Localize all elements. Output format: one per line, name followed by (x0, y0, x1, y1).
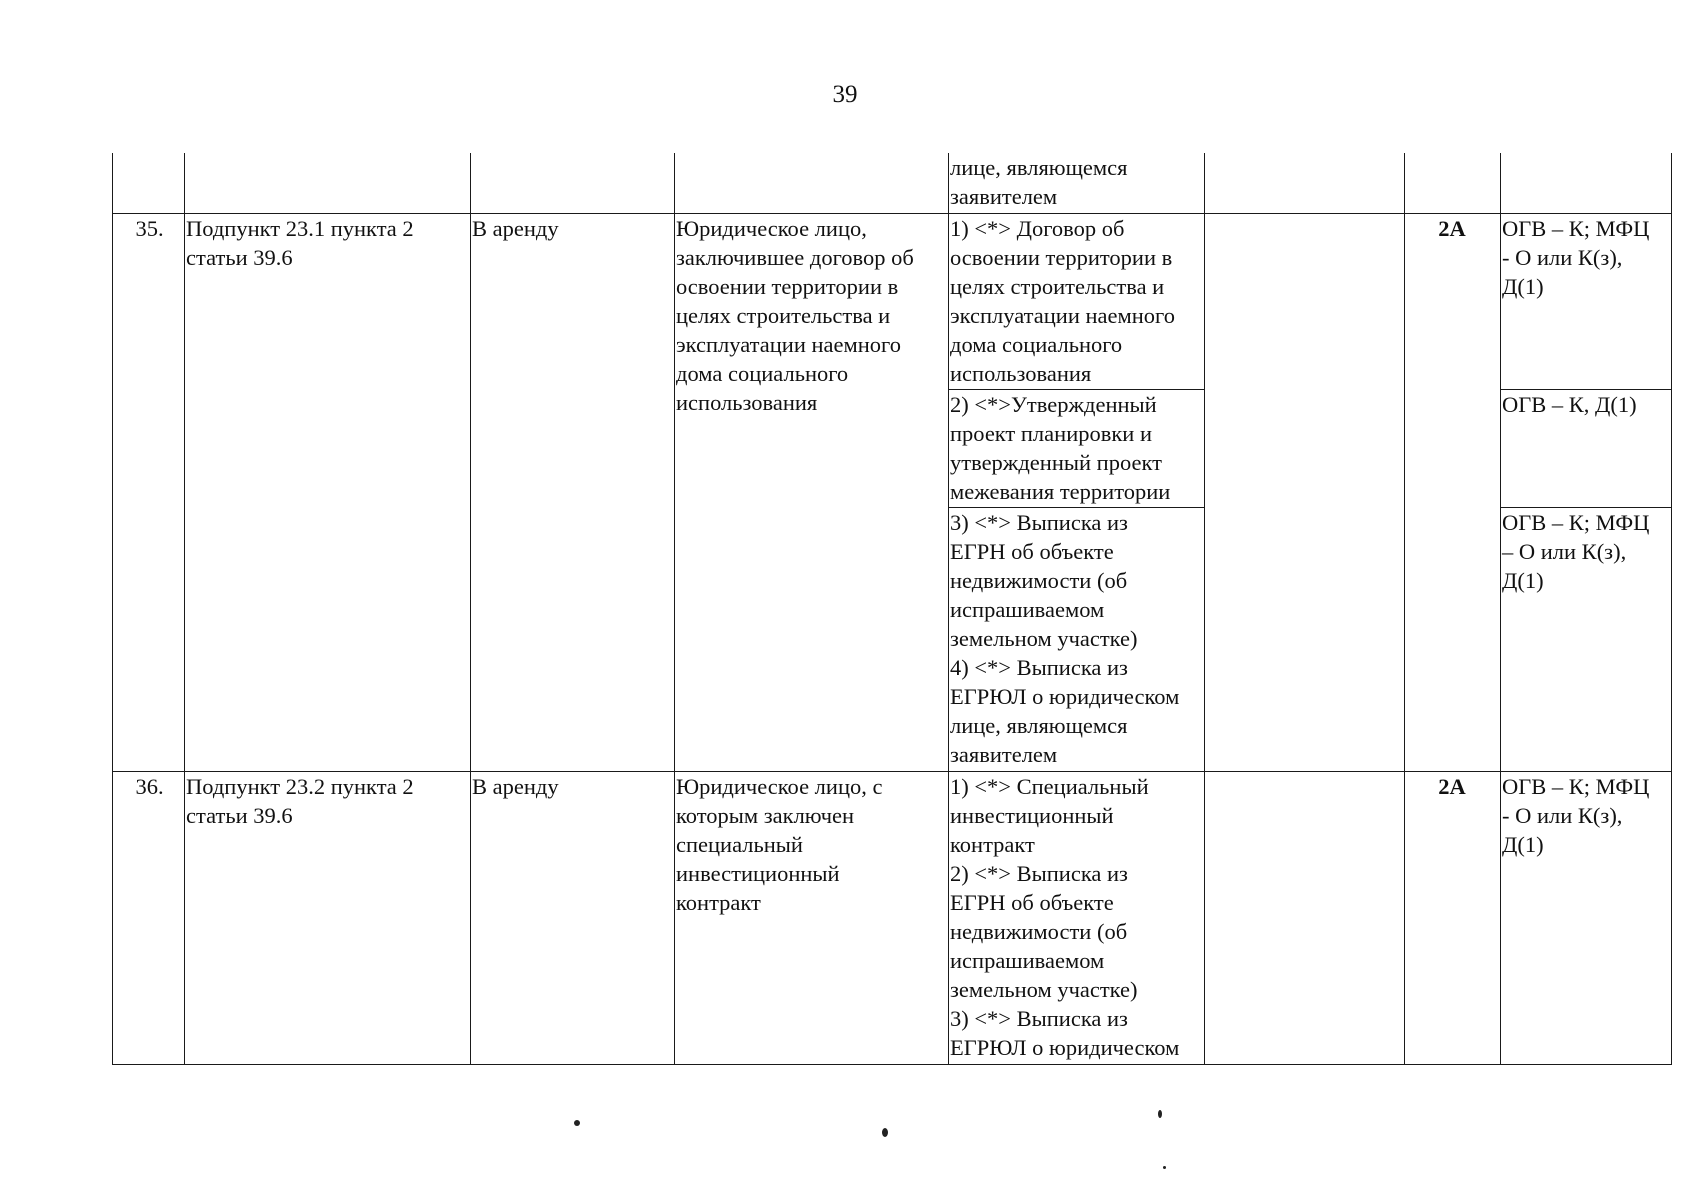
document-line: испрашиваемом (950, 948, 1105, 973)
document-line: освоении территории в (950, 245, 1173, 270)
row-num-cell (113, 153, 185, 214)
code-cell: 2А (1405, 772, 1501, 1065)
document-line: заявителем (950, 184, 1058, 209)
submission-line: – О или К(з), (1502, 539, 1627, 564)
document-line: ЕГРН об объекте (950, 890, 1114, 915)
document-line: эксплуатации наемного (950, 303, 1175, 328)
table-row-35 (113, 214, 1672, 390)
document-line: земельном участке) (950, 977, 1138, 1002)
document-line: недвижимости (об (950, 919, 1128, 944)
basis-cell (185, 214, 471, 772)
basis-line: Подпункт 23.2 пункта 2 (186, 774, 414, 799)
empty-cell (1205, 214, 1405, 772)
applicant-line: инвестиционный (676, 861, 840, 886)
submission-line: ОГВ – К; МФЦ (1502, 216, 1650, 241)
document-line: 2) <*>Утвержденный (950, 392, 1157, 417)
document-cell (949, 153, 1205, 214)
document-line: 4) <*> Выписка из (950, 655, 1128, 680)
submission-line: - О или К(з), (1502, 245, 1623, 270)
basis-line: статьи 39.6 (186, 245, 293, 270)
document-line: 3) <*> Выписка из (950, 1006, 1128, 1031)
submission-line: Д(1) (1502, 274, 1544, 299)
basis-cell (185, 772, 471, 1065)
row-num-cell: 36. (113, 772, 185, 1065)
document-line: испрашиваемом (950, 597, 1105, 622)
document-line: лице, являющемся (950, 713, 1128, 738)
table-row-36 (113, 772, 1672, 1065)
submission-cell (1501, 390, 1672, 508)
document-line: лице, являющемся (950, 155, 1128, 180)
applicant-line: использования (676, 390, 818, 415)
empty-cell (1205, 772, 1405, 1065)
empty-cell (1205, 153, 1405, 214)
document-line: земельном участке) (950, 626, 1138, 651)
document-line: использования (950, 361, 1092, 386)
document-line: межевания территории (950, 479, 1171, 504)
applicant-line: целях строительства и (676, 303, 891, 328)
basis-line: Подпункт 23.1 пункта 2 (186, 216, 414, 241)
code-cell (1405, 153, 1501, 214)
submission-cell (1501, 153, 1672, 214)
code-cell: 2А (1405, 214, 1501, 772)
type-cell: В аренду (471, 214, 675, 772)
document-line: 2) <*> Выписка из (950, 861, 1128, 886)
document-line: инвестиционный (950, 803, 1114, 828)
document-line: проект планировки и (950, 421, 1152, 446)
document-line: ЕГРЮЛ о юридическом (950, 684, 1180, 709)
submission-line: ОГВ – К, Д(1) (1502, 392, 1637, 417)
document-line: 1) <*> Договор об (950, 216, 1125, 241)
submission-line: - О или К(з), (1502, 803, 1623, 828)
document-line: недвижимости (об (950, 568, 1128, 593)
applicant-line: заключившее договор об (676, 245, 914, 270)
applicant-line: эксплуатации наемного (676, 332, 901, 357)
applicant-line: освоении территории в (676, 274, 899, 299)
submission-cell (1501, 214, 1672, 390)
document-line: ЕГРЮЛ о юридическом (950, 1035, 1180, 1060)
applicant-cell (675, 153, 949, 214)
applicant-line: которым заключен (676, 803, 855, 828)
applicant-line: дома социального (676, 361, 849, 386)
applicant-line: контракт (676, 890, 761, 915)
document-cell (949, 214, 1205, 390)
basis-line: статьи 39.6 (186, 803, 293, 828)
document-line: дома социального (950, 332, 1123, 357)
submission-line: Д(1) (1502, 832, 1544, 857)
applicant-line: Юридическое лицо, с (676, 774, 883, 799)
scan-speck (1158, 1110, 1162, 1118)
submission-line: ОГВ – К; МФЦ (1502, 774, 1650, 799)
type-cell: В аренду (471, 772, 675, 1065)
applicant-cell (675, 214, 949, 772)
document-line: ЕГРН об объекте (950, 539, 1114, 564)
document-cell (949, 390, 1205, 508)
scan-speck (1163, 1166, 1166, 1169)
applicant-line: Юридическое лицо, (676, 216, 867, 241)
document-line: 1) <*> Специальный (950, 774, 1149, 799)
submission-cell (1501, 772, 1672, 1065)
row-num-cell: 35. (113, 214, 185, 772)
document-line: целях строительства и (950, 274, 1165, 299)
services-table (112, 153, 1672, 1065)
submission-cell (1501, 508, 1672, 772)
document-cell (949, 508, 1205, 772)
basis-cell (185, 153, 471, 214)
table-row-continuation (113, 153, 1672, 214)
submission-line: ОГВ – К; МФЦ (1502, 510, 1650, 535)
type-cell (471, 153, 675, 214)
document-line: заявителем (950, 742, 1058, 767)
scan-speck (574, 1120, 580, 1126)
document-line: утвержденный проект (950, 450, 1162, 475)
submission-line: Д(1) (1502, 568, 1544, 593)
applicant-cell (675, 772, 949, 1065)
document-line: 3) <*> Выписка из (950, 510, 1128, 535)
page-number: 39 (832, 81, 858, 108)
document-cell (949, 772, 1205, 1065)
document-line: контракт (950, 832, 1035, 857)
applicant-line: специальный (676, 832, 803, 857)
scan-speck (882, 1128, 888, 1137)
